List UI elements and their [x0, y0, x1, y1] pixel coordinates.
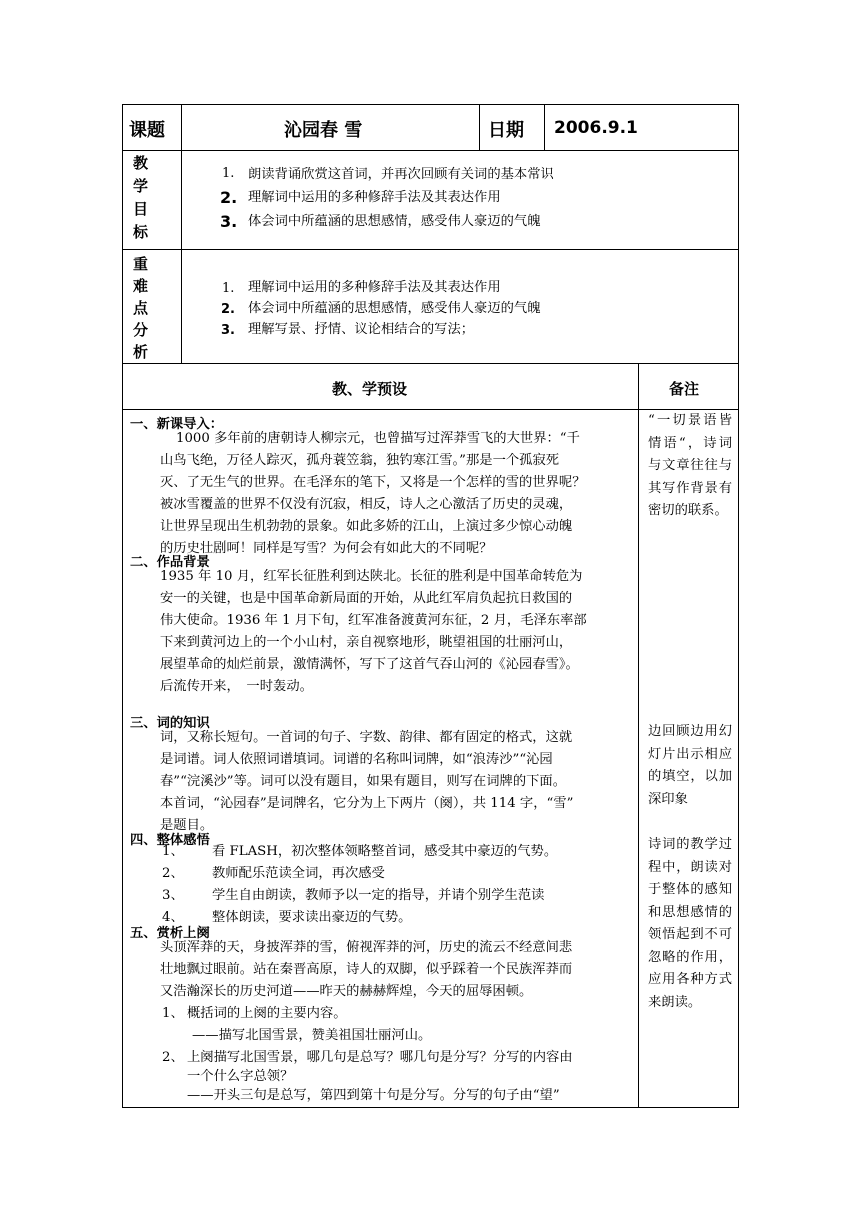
paragraph-line: 1000 多年前的唐朝诗人柳宗元，也曾描写过浑莽雪飞的大世界：“千	[176, 431, 580, 446]
goals-label-char: 学	[133, 177, 149, 195]
col-rule-notes	[638, 363, 639, 1108]
note-slides: 边回顾边用幻灯片出示相应的填空，以加深印象	[648, 724, 732, 807]
difficulty-label-char: 析	[133, 343, 149, 361]
goal-text: 朗读背诵欣赏这首词，并再次回顾有关词的基本常识	[248, 167, 554, 182]
section-title: 五、赏析上阕	[130, 926, 210, 941]
question-text: 上阕描写北国雪景，哪几句是总写？哪几句是分写？分写的内容由	[187, 1050, 573, 1065]
list-item: 看 FLASH，初次整体领略整首词，感受其中豪迈的气势。	[212, 844, 558, 859]
note-context: “一切景语皆情语“，诗词与文章往往与其写作背景有密切的联系。	[648, 413, 732, 518]
paragraph-line: 又浩瀚深长的历史河道——昨天的赫赫辉煌，今天的屈辱困顿。	[160, 984, 533, 999]
answer-text: ——开头三句是总写，第四到第十句是分写。分写的句子由“望”	[187, 1088, 560, 1103]
paragraph-line: 头顶浑莽的天，身披浑莽的雪，俯视浑莽的河，历史的流云不经意间悲	[160, 940, 573, 955]
border-left	[122, 104, 123, 1108]
paragraph-line: 安一的关键，也是中国革命新局面的开始，从此红军肩负起抗日救国的	[160, 591, 573, 606]
section-title: 二、作品背景	[130, 555, 210, 570]
paragraph-line: 的历史壮剧呵！同样是写雪？为何会有如此大的不同呢？	[160, 541, 493, 556]
paragraph-line: 伟大使命。1936 年 1 月下旬，红军准备渡黄河东征，2 月，毛泽东率部	[160, 613, 587, 628]
goals-label-char: 标	[133, 223, 149, 241]
paragraph-line: 春”“浣溪沙”等。词可以没有题目，如果有题目，则写在词牌的下面。	[160, 774, 567, 789]
paragraph-line: 后流传开来， 一时轰动。	[160, 679, 313, 694]
question-text: 一个什么字总领？	[187, 1069, 294, 1084]
paragraph-line: 下来到黄河边上的一个小山村，亲自视察地形，眺望祖国的壮丽河山，	[160, 635, 573, 650]
list-item: 教师配乐范读全词，再次感受	[212, 866, 385, 881]
paragraph-line: 山鸟飞绝，万径人踪灭，孤舟蓑笠翁，独钓寒江雪。”那是一个孤寂死	[160, 453, 560, 468]
difficulty-label-char: 点	[133, 299, 149, 317]
list-number: 2、	[162, 866, 184, 881]
difficulty-text: 理解写景、抒情、议论相结合的写法；	[248, 322, 475, 337]
paragraph-line: 1935 年 10 月，红军长征胜利到达陕北。长征的胜利是中国革命转危为	[160, 569, 583, 584]
border-bottom	[122, 1107, 739, 1108]
paragraph-line: 灭、了无生气的世界。在毛泽东的笔下，又将是一个怎样的雪的世界呢？	[160, 475, 586, 490]
goal-number: 1.	[222, 166, 235, 181]
list-number: 4、	[162, 910, 184, 925]
list-item: 学生自由朗读，教师予以一定的指导，并请个别学生范读	[212, 888, 545, 903]
paragraph-line: 让世界呈现出生机勃勃的景象。如此多娇的江山，上演过多少惊心动魄	[160, 519, 573, 534]
border-right	[738, 104, 739, 1108]
note-reading: 诗词的教学过程中，朗读对于整体的感知和思想感情的领悟起到不可忽略的作用，应用各种方式来朗读。	[648, 837, 732, 1010]
col-rule-label	[181, 104, 182, 364]
list-item: 整体朗读，要求读出豪迈的气势。	[212, 910, 412, 925]
goal-text: 体会词中所蕴涵的思想感情，感受伟人豪迈的气魄	[248, 214, 541, 229]
paragraph-line: 是题目。	[160, 818, 214, 833]
paragraph-line: 被冰雪覆盖的世界不仅没有沉寂，相反，诗人之心激活了历史的灵魂，	[160, 497, 573, 512]
goals-label-char: 目	[133, 200, 149, 218]
paragraph-line: 词，又称长短句。一首词的句子、字数、韵律、都有固定的格式，这就	[160, 730, 573, 745]
goal-number: 3.	[220, 212, 238, 231]
difficulty-label-char: 难	[133, 277, 149, 295]
date-label: 日期	[488, 120, 524, 141]
topic-value: 沁园春 雪	[284, 120, 363, 141]
list-number: 3、	[162, 888, 184, 903]
goal-number: 2.	[220, 188, 238, 207]
difficulty-text: 理解词中运用的多种修辞手法及其表达作用	[248, 280, 501, 295]
plan-header: 教、学预设	[332, 380, 408, 398]
difficulty-number: 1.	[222, 281, 235, 296]
paragraph-line: 是词谱。词人依照词谱填词。词谱的名称叫词牌，如“浪涛沙”“沁园	[160, 752, 553, 767]
date-value: 2006.9.1	[554, 118, 638, 138]
rule-after-header	[122, 150, 739, 151]
difficulty-label-char: 分	[133, 321, 149, 339]
paragraph-line: 本首词，“沁园春”是词牌名，它分为上下两片（阕），共 114 字，“雪”	[160, 796, 574, 811]
col-rule-date-label-left	[479, 104, 480, 151]
topic-label: 课题	[129, 120, 165, 141]
answer-text: ——描写北国雪景，赞美祖国壮丽河山。	[192, 1028, 432, 1043]
paragraph-line: 展望革命的灿烂前景，激情满怀，写下了这首气吞山河的《沁园春雪》。	[160, 657, 579, 672]
rule-after-goals	[122, 249, 739, 250]
difficulty-number: 2.	[221, 302, 235, 317]
question-text: 概括词的上阕的主要内容。	[187, 1006, 347, 1021]
difficulty-text: 体会词中所蕴涵的思想感情，感受伟人豪迈的气魄	[248, 301, 541, 316]
paragraph-line: 壮地飘过眼前。站在秦晋高原，诗人的双脚，似乎踩着一个民族浑莽而	[160, 962, 573, 977]
list-number: 1、	[162, 844, 184, 859]
goal-text: 理解词中运用的多种修辞手法及其表达作用	[248, 190, 501, 205]
section-title: 三、词的知识	[130, 716, 210, 731]
rule-after-plan-header	[122, 409, 739, 410]
difficulty-number: 3.	[221, 323, 235, 338]
section-title: 一、新课导入：	[130, 417, 224, 432]
notes-header: 备注	[669, 380, 700, 398]
col-rule-date-label-right	[544, 104, 545, 151]
section-title: 四、整体感悟	[130, 833, 210, 848]
difficulty-label-char: 重	[133, 255, 149, 273]
list-number: 2、	[162, 1050, 184, 1065]
border-top	[122, 104, 739, 105]
list-number: 1、	[162, 1006, 184, 1021]
rule-after-difficulties	[122, 363, 739, 364]
goals-label-char: 教	[133, 154, 149, 172]
